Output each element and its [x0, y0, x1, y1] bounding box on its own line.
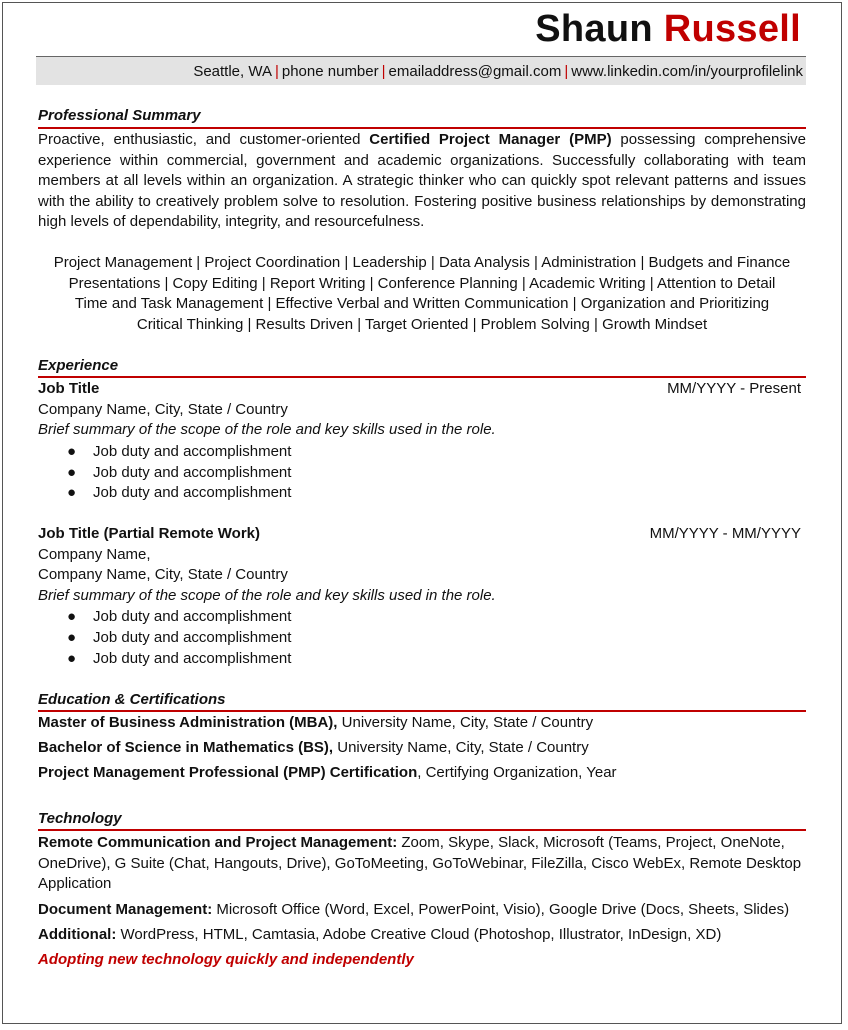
- education-rule: [38, 710, 806, 712]
- education-detail: , Certifying Organization, Year: [417, 764, 617, 781]
- technology-label: Document Management:: [38, 901, 213, 918]
- summary-paragraph: [38, 130, 806, 233]
- education-detail: University Name, City, State / Country: [337, 739, 589, 756]
- summary-intro: Proactive, enthusiastic, and customer-oriented: [38, 131, 361, 148]
- job-duty: Job duty and accomplishment: [93, 650, 292, 667]
- technology-label: Remote Communication and Project Management:: [38, 834, 398, 851]
- contact-phone: phone number: [281, 63, 379, 80]
- skills-line: Presentations | Copy Editing | Report Writing | Conference Planning | Academic Writing | Attention to Detail: [68, 275, 776, 292]
- candidate-name: [535, 8, 801, 51]
- summary-highlight: Certified Project Manager (PMP): [369, 131, 612, 148]
- education-degree: Master of Business Administration (MBA),: [38, 714, 338, 731]
- last-name: Russell: [663, 8, 801, 50]
- job-dates: MM/YYYY - MM/YYYY: [649, 525, 801, 542]
- contact-linkedin[interactable]: www.linkedin.com/in/yourprofilelink: [571, 63, 803, 80]
- job-duty: Job duty and accomplishment: [93, 464, 292, 481]
- education-degree: Bachelor of Science in Mathematics (BS),: [38, 739, 334, 756]
- first-name: Shaun: [535, 8, 653, 50]
- summary-rule: [38, 127, 806, 129]
- technology-tagline: Adopting new technology quickly and independently: [38, 951, 414, 968]
- bullet-icon: ●: [67, 650, 77, 667]
- technology-rule: [38, 829, 806, 831]
- job-company: Company Name, City, State / Country: [38, 566, 288, 583]
- education-degree: Project Management Professional (PMP) Certification: [38, 764, 418, 781]
- education-detail: University Name, City, State / Country: [341, 714, 594, 731]
- technology-item: [38, 900, 808, 921]
- bullet-icon: ●: [67, 608, 77, 625]
- resume-page: [2, 2, 842, 1024]
- contact-separator: |: [381, 63, 386, 80]
- education-item: [38, 764, 617, 781]
- technology-detail: WordPress, HTML, Camtasia, Adobe Creative Cloud (Photoshop, Illustrator, InDesign, XD): [120, 926, 722, 943]
- contact-separator: |: [274, 63, 279, 80]
- technology-heading: Technology: [38, 810, 122, 827]
- bullet-icon: ●: [67, 629, 77, 646]
- skills-line: Time and Task Management | Effective Verbal and Written Communication | Organization and Prioritizing: [74, 295, 770, 312]
- experience-heading: Experience: [38, 357, 119, 374]
- technology-detail: Microsoft Office (Word, Excel, PowerPoint, Visio), Google Drive (Docs, Sheets, Slides): [216, 901, 790, 918]
- contact-location: Seattle, WA: [193, 63, 272, 80]
- contact-email[interactable]: emailaddress@gmail.com: [388, 63, 562, 80]
- job-duty: Job duty and accomplishment: [93, 443, 292, 460]
- technology-label: Additional:: [38, 926, 117, 943]
- contact-line: [193, 63, 803, 80]
- education-item: [38, 739, 589, 756]
- bullet-icon: ●: [67, 484, 77, 501]
- job-title: Job Title: [38, 380, 100, 397]
- skills-line: Project Management | Project Coordination | Leadership | Data Analysis | Administration | Budgets and Finance: [53, 254, 791, 271]
- skills-line: Critical Thinking | Results Driven | Target Oriented | Problem Solving | Growth Mindset: [136, 316, 708, 333]
- technology-detail: Zoom, Skype, Slack, Microsoft (Teams, Project, OneNote, OneDrive), G Suite (Chat, Hangouts, Drive), GoToMeeting, GoToWebinar, FileZilla, Cisco WebEx, Remote Desktop Application: [38, 834, 802, 892]
- bullet-icon: ●: [67, 443, 77, 460]
- job-duty: Job duty and accomplishment: [93, 484, 292, 501]
- job-duty: Job duty and accomplishment: [93, 629, 292, 646]
- contact-separator: |: [564, 63, 569, 80]
- job-summary: Brief summary of the scope of the role and key skills used in the role.: [38, 421, 496, 438]
- job-dates: MM/YYYY - Present: [667, 380, 801, 397]
- job-company: Company Name,: [38, 546, 151, 563]
- education-heading: Education & Certifications: [38, 691, 226, 708]
- technology-item: [38, 833, 808, 895]
- job-duty: Job duty and accomplishment: [93, 608, 292, 625]
- technology-item: [38, 925, 808, 946]
- education-item: [38, 714, 593, 731]
- job-summary: Brief summary of the scope of the role and key skills used in the role.: [38, 587, 496, 604]
- job-title: Job Title (Partial Remote Work): [38, 525, 260, 542]
- summary-heading: Professional Summary: [38, 107, 201, 124]
- summary-rest: possessing comprehensive experience within commercial, government and academic organizations. Successfully collaborating with team members at all levels within an organization. A strategic thinker who can quickly spot relevant patterns and issues with the ability to creatively problem solve to resolution. Fostering positive business relationships by demonstrating high levels of dependability, integrity, and resourcefulness.: [38, 131, 806, 230]
- job-company: Company Name, City, State / Country: [38, 401, 288, 418]
- bullet-icon: ●: [67, 464, 77, 481]
- experience-rule: [38, 376, 806, 378]
